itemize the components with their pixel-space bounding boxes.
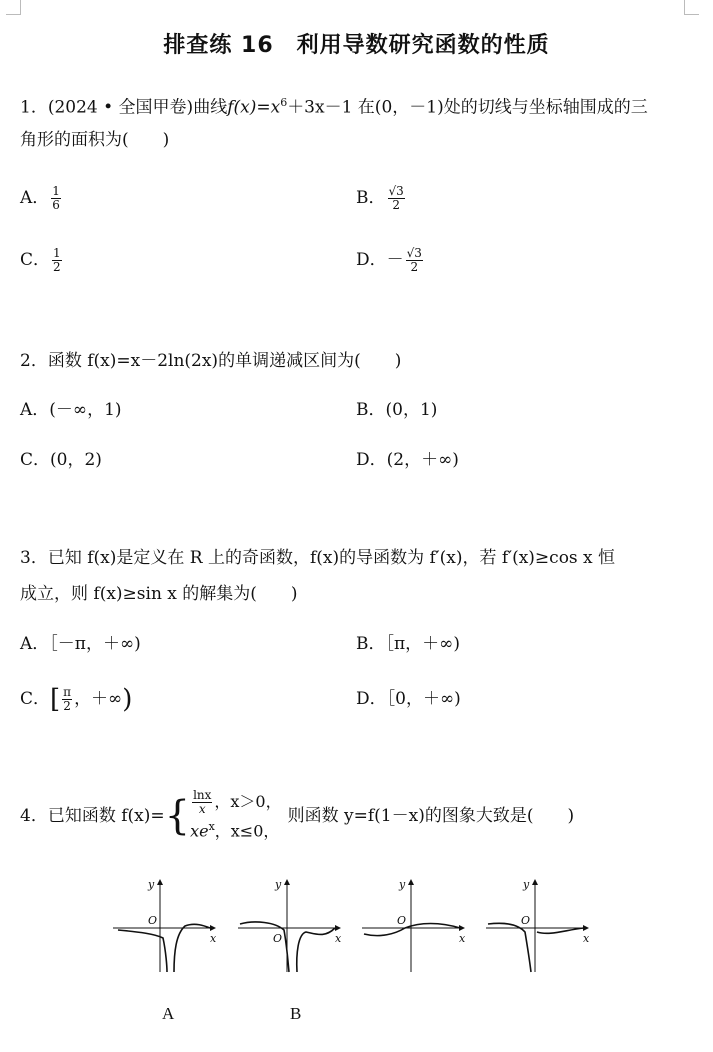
axis-label-x: x — [210, 932, 217, 945]
q1-option-b[interactable]: B． $\frac{√3}{2}$ — [356, 184, 404, 212]
fraction: $\frac{\ln x}{x}$ — [193, 788, 212, 817]
page-corner-mark — [684, 0, 699, 15]
q1-option-a[interactable]: A． $\frac{1}{6}$ — [20, 184, 60, 212]
q2-option-b[interactable]: B．(0，1) — [356, 400, 438, 420]
axis-label-x: x — [459, 932, 466, 945]
origin-label: O — [148, 914, 158, 927]
fraction: $\frac{√3}{2}$ — [388, 184, 404, 212]
q2-option-c[interactable]: C．(0，2) — [20, 450, 102, 470]
graph-label-a: A — [162, 1004, 175, 1023]
axis-label-x: x — [583, 932, 590, 945]
axis-label-x: x — [335, 932, 342, 945]
question-4-stem: 4．已知函数 f(x)= { $\frac{\ln x}{x}$ ，x＞0， $xe^x$，x≤0， 则函数 y=f(1－x)的图象大致是( ) — [20, 788, 575, 841]
question-1-stem: 1．(2024 • 全国甲卷)曲线$f(x)=x^6+3x-1$ 在(0，－1)处的切线与坐标轴围成的三 — [20, 96, 648, 118]
fraction: $\frac{\pi}{2}$ — [63, 685, 72, 713]
fraction: $\frac{1}{6}$ — [52, 184, 60, 212]
q3-option-a[interactable]: A．［－π，＋∞) — [20, 634, 141, 654]
graph-d[interactable] — [486, 880, 588, 972]
q4-graphs — [0, 872, 713, 1002]
axis-label-y: y — [399, 878, 406, 891]
graph-c[interactable] — [362, 880, 464, 972]
origin-label: O — [521, 914, 531, 927]
axis-label-y: y — [523, 878, 530, 891]
q1-option-d[interactable]: D．－ $\frac{√3}{2}$ — [356, 246, 422, 274]
graph-label-b: B — [290, 1004, 302, 1023]
question-1-stem-cont: 角形的面积为( ) — [20, 130, 170, 150]
origin-label: O — [273, 932, 283, 945]
q3-option-d[interactable]: D．［0，＋∞) — [356, 689, 461, 709]
q3-option-c[interactable]: C．[ $\frac{\pi}{2}$ ，＋∞) — [20, 684, 133, 715]
q2-option-a[interactable]: A．(－∞，1) — [20, 400, 122, 420]
fraction: $\frac{1}{2}$ — [53, 246, 61, 274]
axis-label-y: y — [275, 878, 282, 891]
q3-option-b[interactable]: B．［π，＋∞) — [356, 634, 460, 654]
origin-label: O — [397, 914, 407, 927]
axis-label-y: y — [148, 878, 155, 891]
q1-option-c[interactable]: C． $\frac{1}{2}$ — [20, 246, 61, 274]
page-title: 排查练 16 利用导数研究函数的性质 — [163, 33, 550, 58]
graph-a[interactable] — [113, 880, 215, 972]
fraction: $\frac{√3}{2}$ — [406, 246, 422, 274]
q2-option-d[interactable]: D．(2，＋∞) — [356, 450, 459, 470]
question-2-stem: 2．函数 f(x)=x－2ln(2x)的单调递减区间为( ) — [20, 351, 402, 371]
graph-b[interactable] — [238, 880, 340, 972]
question-3-stem: 3．已知 f(x)是定义在 R 上的奇函数，f(x)的导函数为 f′(x)，若 f′(x)≥cos x 恒 — [20, 548, 616, 568]
question-3-stem-cont: 成立，则 f(x)≥sin x 的解集为( ) — [20, 584, 298, 604]
page-corner-mark — [6, 0, 21, 15]
